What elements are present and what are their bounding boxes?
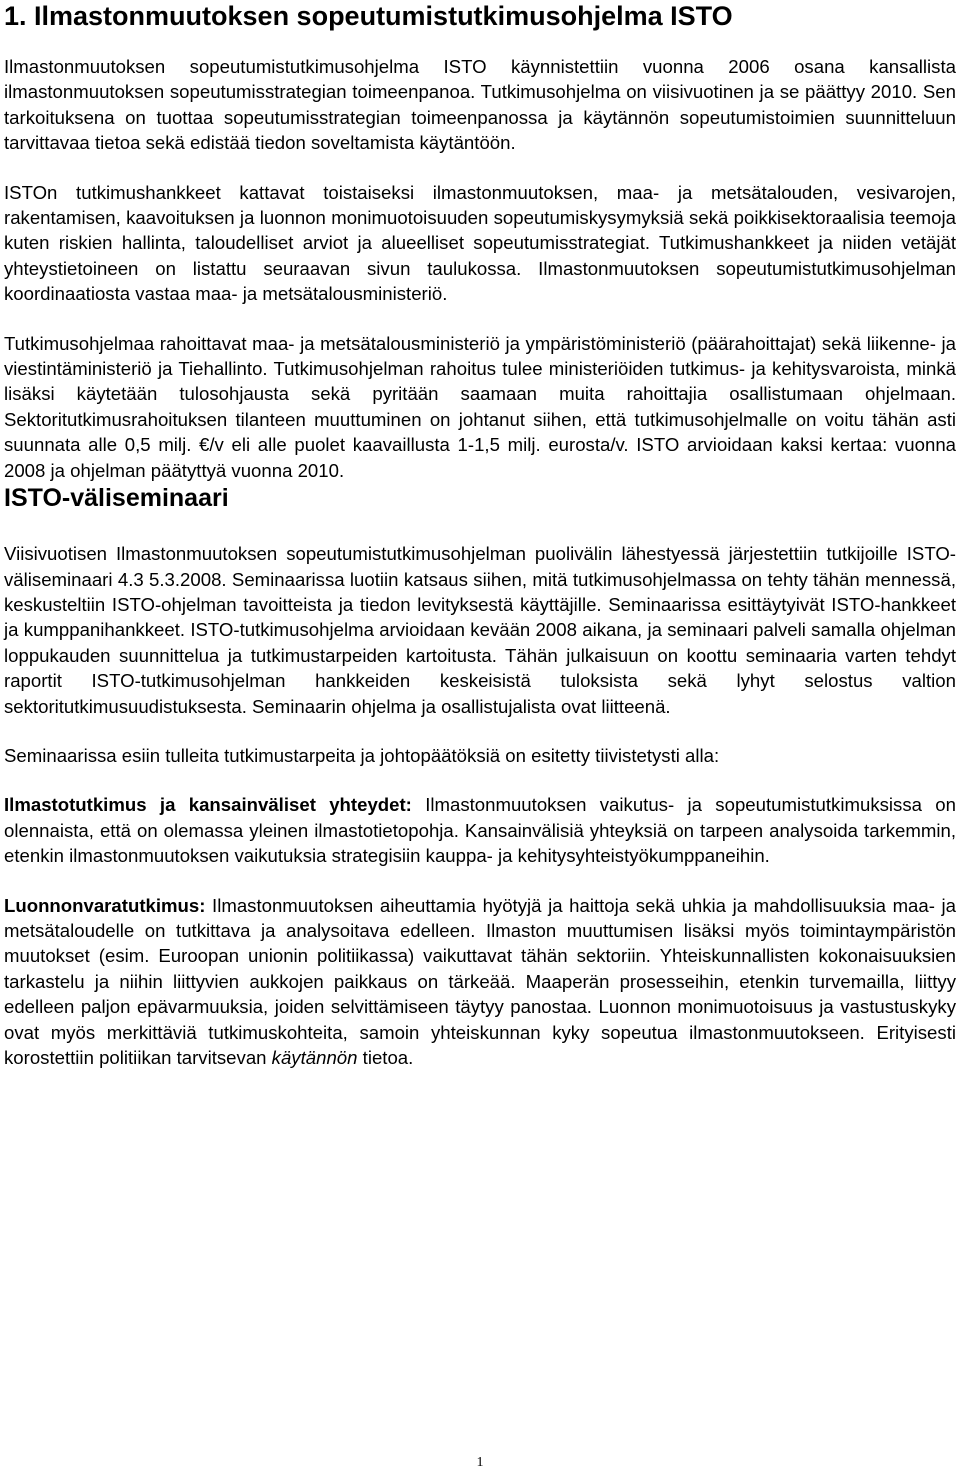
page-number: 1 bbox=[476, 1455, 484, 1470]
page-title: 1. Ilmastonmuutoksen sopeutumistutkimusohjelma ISTO bbox=[4, 1, 733, 31]
intro-paragraph: Ilmastonmuutoksen sopeutumistutkimusohjelma ISTO käynnistettiin vuonna 2006 osana kansallista ilmastonmuutoksen sopeutumisstrategian toimeenpanoa. Tutkimusohjelma on viisivuotinen ja se päättyy 2010. Sen tarkoituksena on tuottaa sopeutumisstrategian toimeenpanossa ja käytännön sopeutumistoimien suunnitteluun tarvittavaa tietoa sekä edistää tiedon soveltamista käytäntöön. bbox=[4, 56, 956, 154]
seminar-paragraph: Viisivuotisen Ilmastonmuutoksen sopeutumistutkimusohjelman puolivälin lähestyessä järjestettiin tutkijoille ISTO-väliseminaari 4.3 5.3.2008. Seminaarissa luotiin katsaus siihen, mitä tutkimusohjelmassa on tehty tähän mennessä, keskusteltiin ISTO-ohjelman tavoitteista ja tiedon levityksestä käyttäjille. Seminaarissa esittäytyivät ISTO-hankkeet ja kumppanihankkeet. ISTO-tutkimusohjelma arvioidaan kevään 2008 aikana, ja seminaari palveli samalla ohjelman loppukauden suunnittelua ja tutkimustarpeiden kartoitusta. Tähän julkaisuun on koottu seminaaria varten tehdyt raportit ISTO-tutkimusohjelman hankkeiden keskeisistä tuloksista sekä lyhyt selostus valtion sektoritutkimusuudistuksesta. Seminaarin ohjelma ja osallistujalista ovat liitteenä. bbox=[4, 543, 956, 717]
climate-research-text: Ilmastonmuutoksen vaikutus- ja sopeutumistutkimuksissa on olennaista, että on olemassa yleinen ilmastotietopohja. Kansainvälisiä yhteyksiä on tarpeen analysoida tarkemmin, etenkin ilmastonmuutoksen vaikutuksia strategisiin kauppa- ja kehitysyhteistyökumppaneihin. bbox=[4, 794, 956, 867]
climate-research-label: Ilmastotutkimus ja kansainväliset yhteydet: bbox=[4, 794, 412, 816]
climate-research-paragraph bbox=[4, 792, 956, 868]
natural-resources-paragraph bbox=[4, 893, 956, 1071]
section-heading: ISTO-väliseminaari bbox=[4, 484, 229, 513]
natural-resources-tail: tietoa. bbox=[357, 1047, 414, 1068]
natural-resources-text: Ilmastonmuutoksen aiheuttamia hyötyjä ja haittoja sekä uhkia ja mahdollisuuksia maa- ja metsätaloudelle on tutkittava ja analysoitava edelleen. Ilmaston muuttumisen lisäksi myös toimintaympäristön muutokset (esim. Euroopan unionin politiikassa) vaikuttavat tähän sektoriin. Yhteiskunnallisten kokonaisuuksien tarkastelu ja niihin liittyvien aukkojen paikkaus on tärkeää. Maaperän prosesseihin, etenkin turvemailla, liittyy edelleen paljon epävarmuuksia, joiden selvittämiseen täytyy panostaa. Luonnon monimuotoisuus ja vastustuskyky ovat myös merkittäviä tutkimuskohteita, samoin yhteiskunnan kyky sopeutua ilmastonmuutokseen. Erityisesti korostettiin politiikan tarvitsevan bbox=[4, 894, 956, 1068]
emphasis-text: käytännön bbox=[271, 1047, 358, 1068]
funding-paragraph: Tutkimusohjelmaa rahoittavat maa- ja metsätalousministeriö ja ympäristöministeriö (päärahoittajat) sekä liikenne- ja viestintäministeriö ja Tiehallinto. Tutkimusohjelman rahoitus tulee ministeriöiden tutkimus- ja kehitysvaroista, minkä lisäksi käytetään tulosohjausta sekä pyritään saamaan muita rahoittajia osallistumaan ohjelmaan. Sektoritutkimusrahoituksen tilanteen muuttuminen on johtanut siihen, että tutkimusohjelmalle on voitu tähän asti suunnata alle 0,5 milj. €/v eli alle puolet kaavaillusta 1-1,5 milj. eurosta/v. ISTO arvioidaan kaksi kertaa: vuonna 2008 ja ohjelman päätyttyä vuonna 2010. bbox=[4, 332, 956, 481]
summary-intro-paragraph: Seminaarissa esiin tulleita tutkimustarpeita ja johtopäätöksiä on esitetty tiivistetysti alla: bbox=[4, 744, 720, 766]
projects-paragraph: ISTOn tutkimushankkeet kattavat toistaiseksi ilmastonmuutoksen, maa- ja metsätalouden, vesivarojen, rakentamisen, kaavoituksen ja luonnon monimuotoisuuden sopeutumiskysymyksiä sekä poikkisektoraalisia teemoja kuten riskien hallinta, taloudelliset arviot ja alueelliset sopeutumisstrategiat. Tutkimushankkeet ja niiden vetäjät yhteystietoineen on listattu seuraavan sivun taulukossa. Ilmastonmuutoksen sopeutumistutkimusohjelman koordinaatiosta vastaa maa- ja metsätalousministeriö. bbox=[4, 181, 956, 305]
natural-resources-label: Luonnonvaratutkimus: bbox=[4, 894, 206, 916]
